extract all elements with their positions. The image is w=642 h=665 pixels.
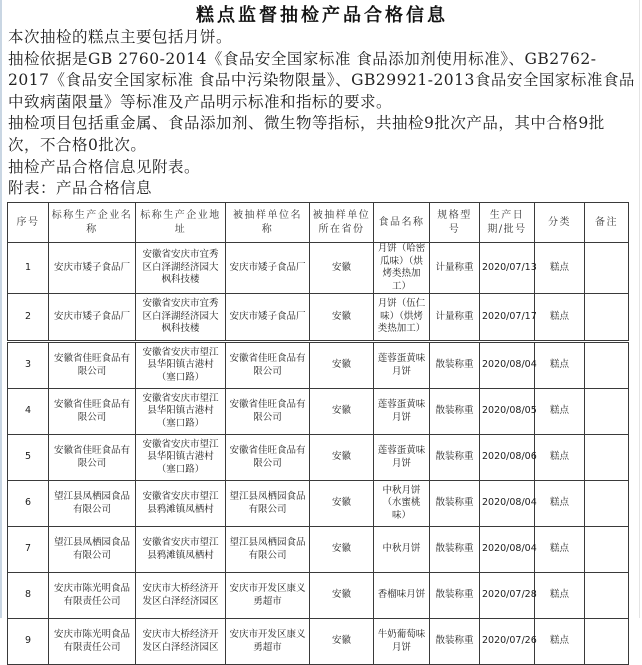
cell-spec: 散装称重	[430, 481, 480, 527]
cell-category: 糕点	[535, 343, 585, 389]
cell-sampled-unit: 安徽省佳旺食品有限公司	[226, 435, 310, 481]
cell-food-name: 莲蓉蛋黄味月饼	[374, 389, 430, 435]
cell-province: 安徽	[310, 243, 374, 294]
cell-seq: 7	[8, 527, 49, 573]
table-header-row	[8, 203, 629, 243]
table-row	[8, 481, 629, 527]
cell-food-name: 莲蓉蛋黄味月饼	[374, 435, 430, 481]
cell-date: 2020/07/17	[480, 294, 535, 341]
table-row	[8, 294, 629, 341]
cell-address: 安徽省安庆市望江县华阳镇古港村（塞口路）	[136, 389, 226, 435]
cell-address: 安徽省安庆市望江县鸦滩镇凤栖村	[136, 527, 226, 573]
intro-items: 抽检项目包括重金属、食品添加剂、微生物等指标，共抽检9批次产品，其中合格9批次，不合格0批次。	[8, 114, 605, 154]
cell-sampled-unit: 安庆市开发区康义勇超市	[226, 573, 310, 619]
header-manufacturer-address: 标称生产企业地址	[136, 203, 226, 243]
cell-seq: 4	[8, 389, 49, 435]
cell-sampled-unit: 安庆市矮子食品厂	[226, 243, 310, 294]
cell-date: 2020/08/04	[480, 481, 535, 527]
cell-food-name: 月饼（哈密瓜味）（烘烤类热加工）	[374, 243, 430, 294]
cell-sampled-unit: 安徽省佳旺食品有限公司	[226, 389, 310, 435]
cell-category: 糕点	[535, 619, 585, 665]
cell-manufacturer: 安徽省佳旺食品有限公司	[49, 343, 136, 389]
table-row	[8, 619, 629, 665]
cell-seq: 3	[8, 343, 49, 389]
cell-spec: 散装称重	[430, 435, 480, 481]
cell-date: 2020/08/05	[480, 389, 535, 435]
cell-province: 安徽	[310, 294, 374, 341]
cell-province: 安徽	[310, 573, 374, 619]
cell-province: 安徽	[310, 527, 374, 573]
table-row	[8, 343, 629, 389]
cell-remarks	[585, 243, 629, 294]
cell-sampled-unit: 望江县凤栖园食品有限公司	[226, 527, 310, 573]
header-province: 被抽样单位所在省份	[310, 203, 374, 243]
cell-spec: 散装称重	[430, 527, 480, 573]
cell-remarks	[585, 294, 629, 341]
cell-category: 糕点	[535, 389, 585, 435]
cell-province: 安徽	[310, 619, 374, 665]
cell-address: 安徽省安庆市宜秀区白泽湖经济园大枫科技楼	[136, 243, 226, 294]
cell-date: 2020/08/04	[480, 343, 535, 389]
cell-seq: 8	[8, 573, 49, 619]
cell-province: 安徽	[310, 389, 374, 435]
table-row	[8, 243, 629, 294]
header-sampled-unit: 被抽样单位名称	[226, 203, 310, 243]
header-category: 分类	[535, 203, 585, 243]
table-row	[8, 435, 629, 481]
intro-see-appendix: 抽检产品合格信息见附表。	[8, 157, 201, 176]
cell-manufacturer: 望江县凤栖园食品有限公司	[49, 481, 136, 527]
cell-spec: 散装称重	[430, 573, 480, 619]
header-date: 生产日期/批号	[480, 203, 535, 243]
cell-category: 糕点	[535, 294, 585, 341]
cell-date: 2020/07/13	[480, 243, 535, 294]
page-title: 糕点监督抽检产品合格信息	[196, 5, 448, 26]
cell-address: 安徽省安庆市宜秀区白泽湖经济园大枫科技楼	[136, 294, 226, 341]
cell-address: 安徽省安庆市望江县鸦滩镇凤栖村	[136, 481, 226, 527]
cell-date: 2020/08/06	[480, 435, 535, 481]
product-table-part-1	[7, 202, 629, 341]
cell-remarks	[585, 619, 629, 665]
cell-seq: 1	[8, 243, 49, 294]
cell-spec: 计量称重	[430, 243, 480, 294]
cell-category: 糕点	[535, 435, 585, 481]
cell-food-name: 中秋月饼（水蜜桃味）	[374, 481, 430, 527]
cell-sampled-unit: 望江县凤栖园食品有限公司	[226, 481, 310, 527]
header-spec: 规格型号	[430, 203, 480, 243]
cell-spec: 散装称重	[430, 389, 480, 435]
cell-manufacturer: 望江县凤栖园食品有限公司	[49, 527, 136, 573]
cell-province: 安徽	[310, 435, 374, 481]
cell-address: 安庆市大桥经济开发区白泽经济园区	[136, 573, 226, 619]
header-seq: 序号	[8, 203, 49, 243]
cell-spec: 计量称重	[430, 294, 480, 341]
cell-food-name: 香榴味月饼	[374, 573, 430, 619]
intro-text	[8, 27, 636, 200]
cell-seq: 5	[8, 435, 49, 481]
cell-category: 糕点	[535, 527, 585, 573]
cell-remarks	[585, 527, 629, 573]
cell-remarks	[585, 389, 629, 435]
intro-basis: 抽检依据是GB 2760-2014《食品安全国家标准 食品添加剂使用标准》、GB2762-2017《食品安全国家标准 食品中污染物限量》、GB29921-2013食品安全国家标准食品中致病菌限量》等标准及产品明示标准和指标的要求。	[8, 49, 635, 111]
cell-date: 2020/07/28	[480, 573, 535, 619]
cell-address: 安徽省安庆市望江县华阳镇古港村（塞口路）	[136, 435, 226, 481]
table-row	[8, 389, 629, 435]
cell-province: 安徽	[310, 481, 374, 527]
cell-sampled-unit: 安庆市矮子食品厂	[226, 294, 310, 341]
cell-date: 2020/07/26	[480, 619, 535, 665]
cell-seq: 9	[8, 619, 49, 665]
table-row	[8, 527, 629, 573]
table-row	[8, 573, 629, 619]
intro-scope: 本次抽检的糕点主要包括月饼。	[8, 28, 233, 46]
appendix-label: 附表：产品合格信息	[8, 179, 153, 198]
cell-spec: 散装称重	[430, 619, 480, 665]
header-manufacturer: 标称生产企业名称	[49, 203, 136, 243]
header-food-name: 食品名称	[374, 203, 430, 243]
cell-remarks	[585, 573, 629, 619]
cell-manufacturer: 安庆市陈光明食品有限责任公司	[49, 573, 136, 619]
cell-food-name: 莲蓉蛋黄味月饼	[374, 343, 430, 389]
product-table-part-2	[7, 342, 629, 665]
cell-food-name: 中秋月饼	[374, 527, 430, 573]
cell-remarks	[585, 481, 629, 527]
header-remarks: 备注	[585, 203, 629, 243]
cell-remarks	[585, 435, 629, 481]
cell-category: 糕点	[535, 243, 585, 294]
cell-manufacturer: 安庆市矮子食品厂	[49, 243, 136, 294]
cell-food-name: 牛奶葡萄味月饼	[374, 619, 430, 665]
cell-spec: 散装称重	[430, 343, 480, 389]
cell-date: 2020/08/04	[480, 527, 535, 573]
cell-category: 糕点	[535, 481, 585, 527]
cell-manufacturer: 安徽省佳旺食品有限公司	[49, 435, 136, 481]
cell-sampled-unit: 安庆市开发区康义勇超市	[226, 619, 310, 665]
cell-manufacturer: 安徽省佳旺食品有限公司	[49, 389, 136, 435]
cell-address: 安徽省安庆市望江县华阳镇古港村（塞口路）	[136, 343, 226, 389]
cell-manufacturer: 安庆市矮子食品厂	[49, 294, 136, 341]
cell-remarks	[585, 343, 629, 389]
cell-seq: 2	[8, 294, 49, 341]
cell-province: 安徽	[310, 343, 374, 389]
cell-manufacturer: 安庆市陈光明食品有限责任公司	[49, 619, 136, 665]
cell-food-name: 月饼（伍仁味）（烘烤类热加工）	[374, 294, 430, 341]
cell-seq: 6	[8, 481, 49, 527]
cell-sampled-unit: 安徽省佳旺食品有限公司	[226, 343, 310, 389]
cell-address: 安庆市大桥经济开发区白泽经济园区	[136, 619, 226, 665]
cell-category: 糕点	[535, 573, 585, 619]
